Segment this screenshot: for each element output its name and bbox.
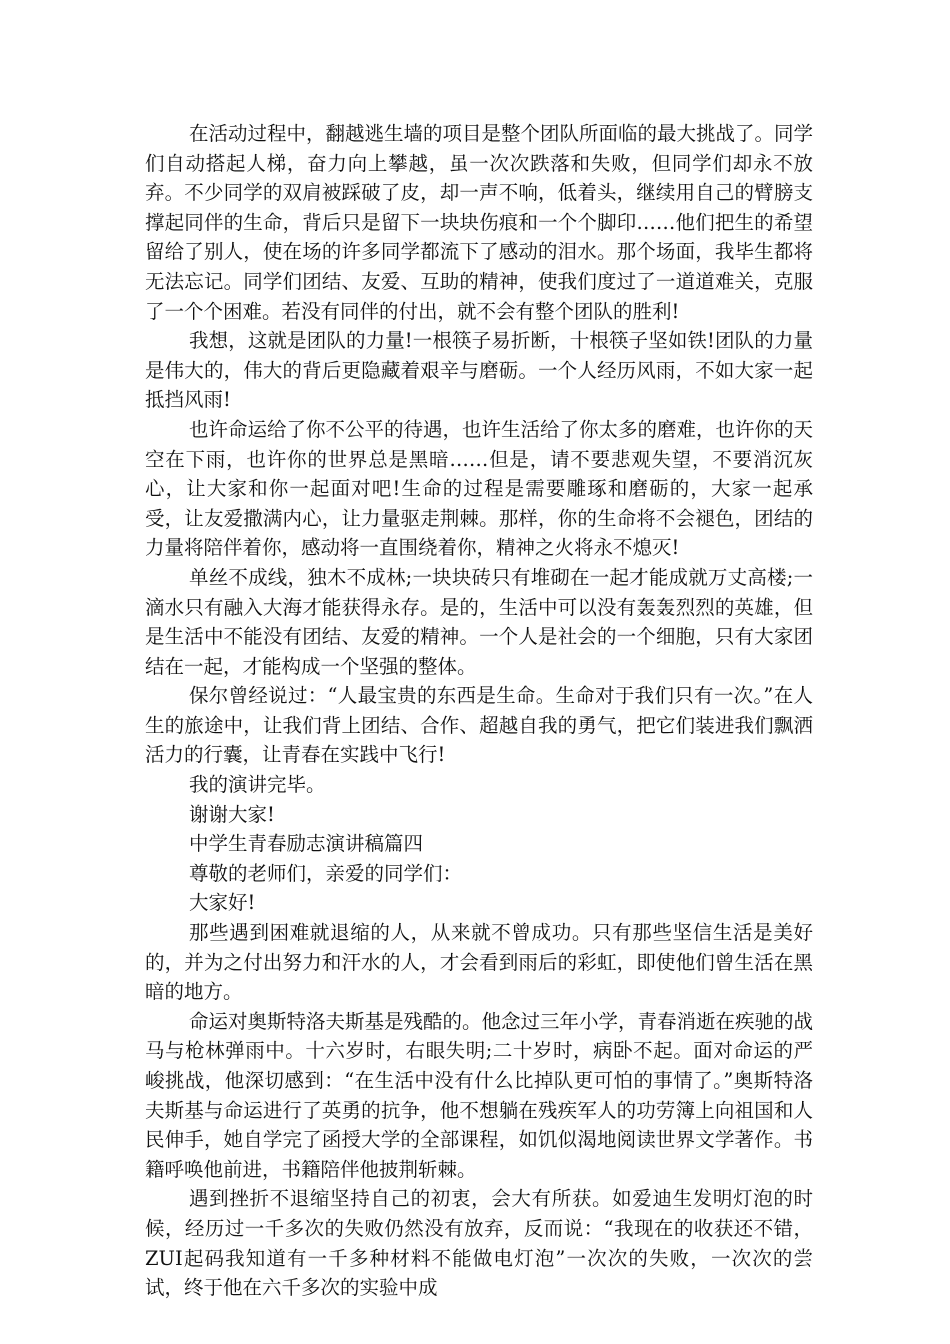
paragraph-unity: 单丝不成线，独木不成林;一块块砖只有堆砌在一起才能成就万丈高楼;一滴水只有融入大海才能获得永存。是的，生活中可以没有轰轰烈烈的英雄，但是生活中不能没有团结、友爱的精神。一个人是社会的一个细胞，只有大家团结在一起，才能构成一个坚强的整体。 <box>145 565 813 678</box>
paragraph-thanks: 谢谢大家! <box>189 802 275 826</box>
paragraph-team-wall-challenge: 在活动过程中，翻越逃生墙的项目是整个团队所面临的最大挑战了。同学们自动搭起人梯，奋力向上攀越，虽一次次跌落和失败，但同学们却永不放弃。不少同学的双肩被踩破了皮，却一声不响，低着头，继续用自己的臂膀支撑起同伴的生命，背后只是留下一块块伤痕和一个个脚印……他们把生的希望留给了别人，使在场的许多同学都流下了感动的泪水。那个场面，我毕生都将无法忘记。同学们团结、友爱、互助的精神，使我们度过了一道道难关，克服了一个个困难。若没有同伴的付出，就不会有整个团队的胜利! <box>145 122 814 323</box>
paragraph-fate-hardship: 也许命运给了你不公平的待遇，也许生活给了你太多的磨难，也许你的天空在下雨，也许你的世界总是黑暗……但是，请不要悲观失望，不要消沉灰心，让大家和你一起面对吧!生命的过程是需要雕琢和磨砺的，大家一起承受，让友爱撒满内心，让力量驱走荆棘。那样，你的生命将不会褪色，团结的力量将陪伴着你，感动将一直围绕着你，精神之火将永不熄灭! <box>145 417 814 560</box>
paragraph-paul-quote: 保尔曾经说过：“人最宝贵的东西是生命。生命对于我们只有一次。”在人生的旅途中，让我们背上团结、合作、超越自我的勇气，把它们装进我们飘洒活力的行囊，让青春在实践中飞行! <box>145 684 813 767</box>
paragraph-edison: 遇到挫折不退缩坚持自己的初衷，会大有所获。如爱迪生发明灯泡的时候，经历过一千多次的失败仍然没有放弃，反而说：“我现在的收获还不错，ZUI起码我知道有一千多种材料不能做电灯泡”一次次的失败，一次次的尝试，终于他在六千多次的实验中成 <box>145 1187 813 1300</box>
paragraph-team-power: 我想，这就是团队的力量!一根筷子易折断，十根筷子坚如铁!团队的力量是伟大的，伟大的背后更隐藏着艰辛与磨砺。一个人经历风雨，不如大家一起抵挡风雨! <box>145 329 813 412</box>
paragraph-speech-end: 我的演讲完毕。 <box>189 773 326 797</box>
paragraph-greeting: 大家好! <box>189 891 256 915</box>
section-heading: 中学生青春励志演讲稿篇四 <box>189 832 424 856</box>
paragraph-salutation: 尊敬的老师们，亲爱的同学们： <box>189 861 463 885</box>
document-body <box>145 119 813 1303</box>
paragraph-rainbow: 那些遇到困难就退缩的人，从来就不曾成功。只有那些坚信生活是美好的，并为之付出努力和汗水的人，才会看到雨后的彩虹，即使他们曾生活在黑暗的地方。 <box>145 921 813 1004</box>
paragraph-ostrovsky: 命运对奥斯特洛夫斯基是残酷的。他念过三年小学，青春消逝在疾驰的战马与枪林弹雨中。十六岁时，右眼失明;二十岁时，病卧不起。面对命运的严峻挑战，他深切感到：“在生活中没有什么比掉队更可怕的事情了。”奥斯特洛夫斯基与命运进行了英勇的抗争，他不想躺在残疾军人的功劳簿上向祖国和人民伸手，她自学完了函授大学的全部课程，如饥似渴地阅读世界文学著作。书籍呼唤他前进，书籍陪伴他披荆斩棘。 <box>145 1009 814 1181</box>
